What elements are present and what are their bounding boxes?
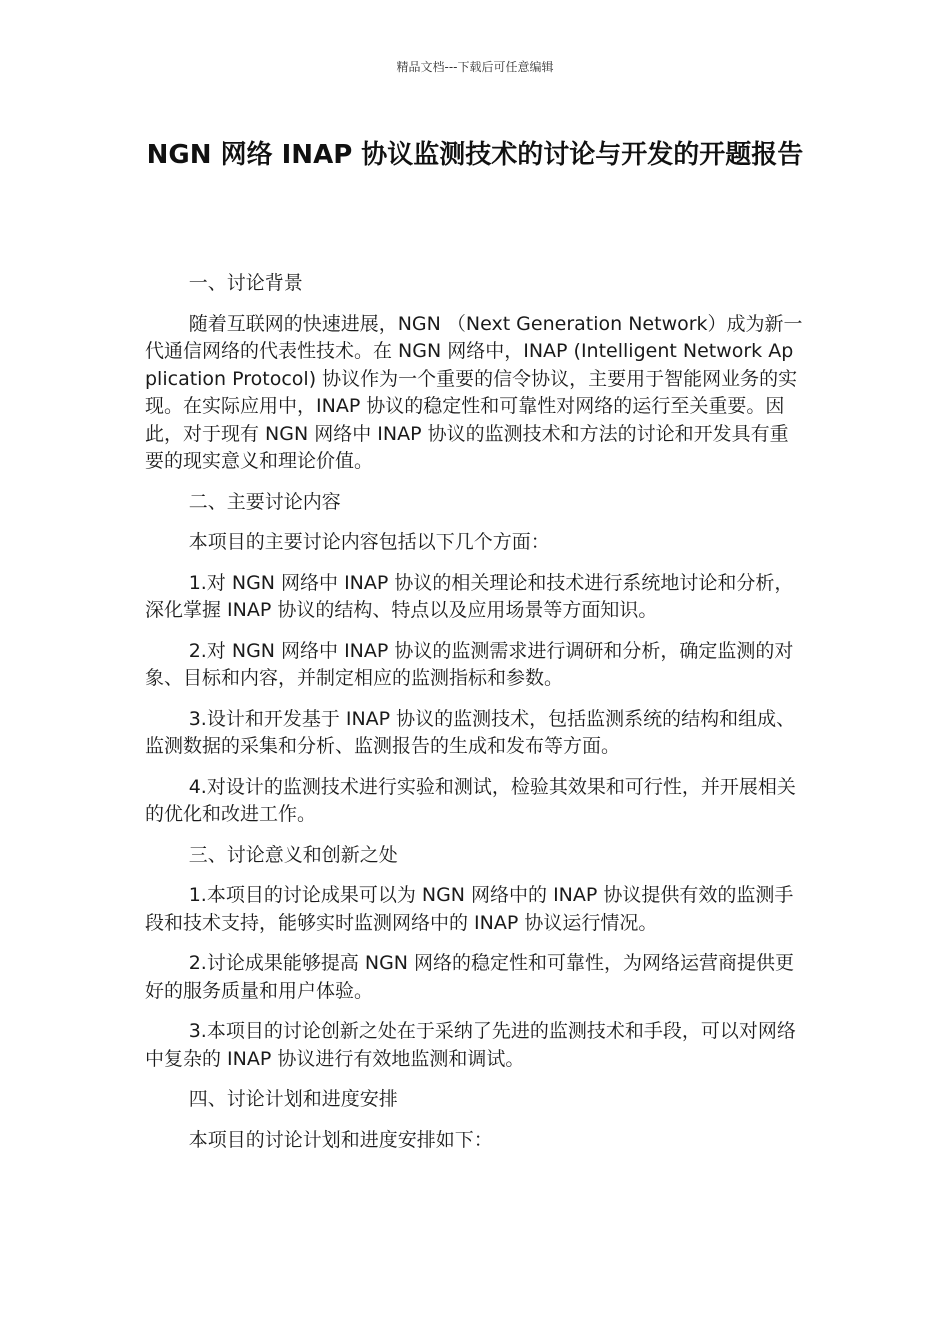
list-item: 2.对 NGN 网络中 INAP 协议的监测需求进行调研和分析，确定监测的对象、目标和内容，并制定相应的监测指标和参数。	[145, 639, 794, 689]
list-item: 3.本项目的讨论创新之处在于采纳了先进的监测技术和手段，可以对网络中复杂的 INAP 协议进行有效地监测和调试。	[145, 1020, 796, 1070]
paragraph-plan-intro: 本项目的讨论计划和进度安排如下：	[188, 1128, 493, 1151]
section-heading-plan: 四、讨论计划和进度安排	[188, 1088, 398, 1110]
document-title: NGN 网络 INAP 协议监测技术的讨论与开发的开题报告	[146, 140, 804, 170]
section-heading-content: 二、主要讨论内容	[188, 490, 341, 513]
document-body	[145, 270, 805, 1167]
paragraph-content-intro: 本项目的主要讨论内容包括以下几个方面：	[188, 531, 550, 553]
section-heading-background: 一、讨论背景	[188, 272, 303, 294]
list-item: 1.本项目的讨论成果可以为 NGN 网络中的 INAP 协议提供有效的监测手段和技术支持，能够实时监测网络中的 INAP 协议运行情况。	[145, 884, 794, 934]
list-item: 4.对设计的监测技术进行实验和测试，检验其效果和可行性，并开展相关的优化和改进工作。	[145, 775, 796, 825]
list-item: 1.对 NGN 网络中 INAP 协议的相关理论和技术进行系统地讨论和分析，深化掌握 INAP 协议的结构、特点以及应用场景等方面知识。	[145, 571, 794, 621]
list-item: 2.讨论成果能够提高 NGN 网络的稳定性和可靠性，为网络运营商提供更好的服务质量和用户体验。	[145, 952, 795, 1002]
paragraph-background: 随着互联网的快速进展，NGN （Next Generation Network）成为新一代通信网络的代表性技术。在 NGN 网络中，INAP (Intelligent Network Application Protocol) 协议作为一个重要的信令协议，主要用于智能网业务的实现。在实际应用中，INAP 协议的稳定性和可靠性对网络的运行至关重要。因此，对于现有 NGN 网络中 INAP 协议的监测技术和方法的讨论和开发具有重要的现实意义和理论价值。	[145, 312, 803, 472]
section-heading-significance: 三、讨论意义和创新之处	[188, 843, 398, 866]
header-note: 精品文档---下载后可任意编辑	[396, 60, 554, 74]
list-item: 3.设计和开发基于 INAP 协议的监测技术，包括监测系统的结构和组成、监测数据的采集和分析、监测报告的生成和发布等方面。	[145, 707, 796, 757]
